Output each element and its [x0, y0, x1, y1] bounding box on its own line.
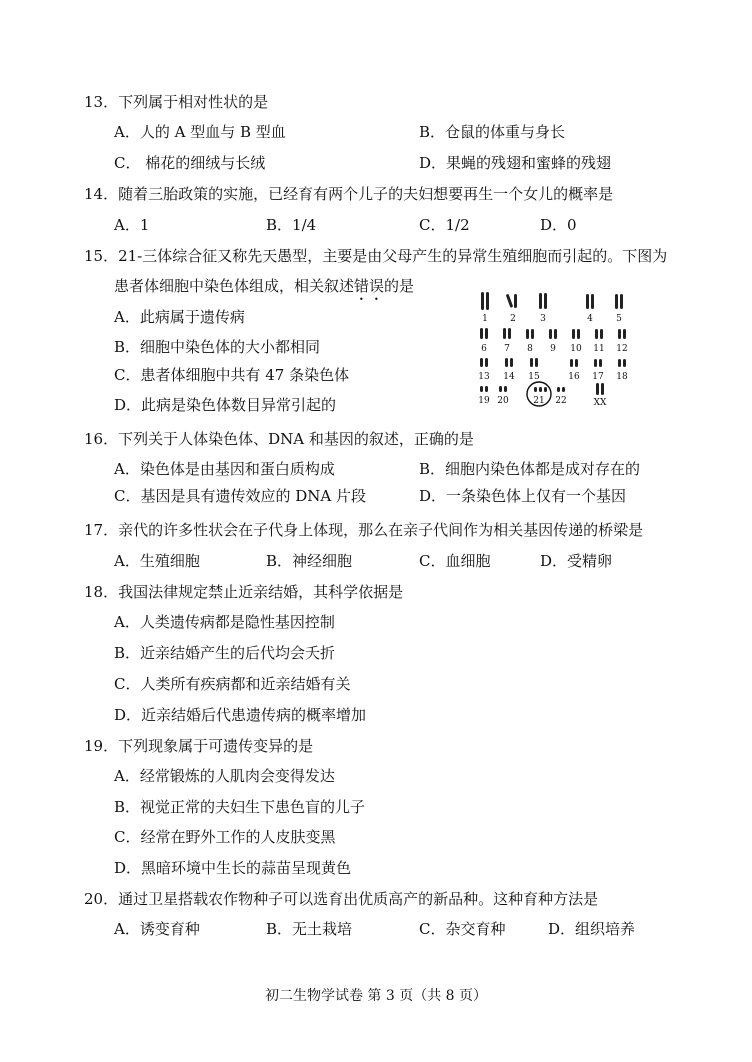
karyotype-label: 1 [482, 314, 488, 324]
karyotype-labels [478, 314, 628, 408]
question-13-stem: 13．下列属于相对性状的是 [84, 93, 269, 111]
question-13-option-a: A．人的 A 型血与 B 型血 [114, 123, 286, 141]
karyotype-label: 7 [504, 344, 510, 354]
stem-text: 的是 [384, 277, 415, 295]
karyotype-label: XX [593, 398, 607, 408]
question-15-option-a: A．此病属于遗传病 [114, 308, 245, 326]
karyotype-label: 21 [533, 396, 545, 406]
karyotype-label: 3 [540, 314, 546, 324]
karyotype-label: 6 [481, 344, 487, 354]
emphasized-word: 错误 [354, 277, 385, 295]
karyotype-label: 2 [510, 314, 516, 324]
question-17-option-b: B．神经细胞 [266, 552, 353, 570]
question-15-stem: 15．21-三体综合征又称先天愚型，主要是由父母产生的异常生殖细胞而引起的。下图为 [84, 247, 668, 265]
karyotype-label: 20 [497, 396, 509, 406]
question-15-option-d: D．此病是染色体数目异常引起的 [114, 396, 337, 414]
question-14-option-b: B．1/4 [266, 216, 317, 234]
karyotype-label: 16 [568, 372, 580, 382]
karyotype-figure [470, 288, 640, 413]
chromosome-pairs-13-18 [480, 358, 626, 367]
question-15-option-b: B．细胞中染色体的大小都相同 [114, 338, 321, 356]
karyotype-label: 13 [478, 372, 490, 382]
karyotype-label: 5 [616, 314, 622, 324]
question-20-stem: 20．通过卫星搭载农作物种子可以选育出优质高产的新品种。这种育种方法是 [84, 890, 599, 908]
karyotype-label: 15 [528, 372, 540, 382]
chromosome-pair-1 [481, 292, 489, 310]
question-16-option-b: B．细胞内染色体都是成对存在的 [419, 460, 641, 478]
question-18-stem: 18．我国法律规定禁止近亲结婚，其科学依据是 [84, 583, 404, 601]
chromosome-pair-4 [586, 294, 594, 309]
chromosome-pair-5 [615, 294, 623, 309]
question-13-option-c: C． 棉花的细绒与长绒 [114, 154, 266, 172]
question-13-option-b: B．仓鼠的体重与身长 [419, 123, 566, 141]
question-20-option-d: D．组织培养 [548, 920, 636, 938]
question-16-option-c: C．基因是具有遗传效应的 DNA 片段 [114, 487, 366, 505]
question-14-option-a: A．1 [114, 216, 150, 234]
question-14-option-d: D．0 [540, 216, 577, 234]
karyotype-label: 19 [478, 396, 490, 406]
chromosome-pairs-6-12 [480, 328, 626, 339]
question-20-option-c: C．杂交育种 [419, 920, 506, 938]
karyotype-label: 18 [616, 372, 628, 382]
question-14-option-c: C．1/2 [419, 216, 470, 234]
question-17-option-a: A．生殖细胞 [114, 552, 200, 570]
question-19-option-a: A．经常锻炼的人肌肉会变得发达 [114, 767, 335, 785]
question-16-option-d: D．一条染色体上仅有一个基因 [419, 487, 627, 505]
chromosome-pairs-19-22-xx [480, 383, 604, 395]
question-14-stem: 14．随着三胎政策的实施，已经育有两个儿子的夫妇想要再生一个女儿的概率是 [84, 185, 614, 203]
karyotype-label: 11 [593, 344, 605, 354]
question-18-option-b: B．近亲结婚产生的后代均会夭折 [114, 644, 336, 662]
question-18-option-d: D．近亲结婚后代患遗传病的概率增加 [114, 706, 367, 724]
question-20-option-a: A．诱变育种 [114, 920, 200, 938]
karyotype-label: 17 [592, 372, 604, 382]
question-17-option-d: D．受精卵 [540, 552, 613, 570]
question-15-option-c: C．患者体细胞中共有 47 条染色体 [114, 366, 350, 384]
karyotype-label: 10 [570, 344, 582, 354]
question-16-option-a: A．染色体是由基因和蛋白质构成 [114, 460, 335, 478]
question-19-option-d: D．黑暗环境中生长的蒜苗呈现黄色 [114, 859, 352, 877]
karyotype-label: 14 [503, 372, 515, 382]
question-18-option-a: A．人类遗传病都是隐性基因控制 [114, 613, 335, 631]
stem-text: 患者体细胞中染色体组成，相关叙述 [114, 277, 355, 295]
karyotype-label: 22 [555, 396, 567, 406]
question-16-stem: 16．下列关于人体染色体、DNA 和基因的叙述，正确的是 [84, 430, 474, 448]
question-19-stem: 19．下列现象属于可遗传变异的是 [84, 737, 314, 755]
question-17-option-c: C．血细胞 [419, 552, 491, 570]
question-13-option-d: D．果蝇的残翅和蜜蜂的残翅 [419, 154, 612, 172]
karyotype-label: 9 [550, 344, 556, 354]
chromosome-pair-2 [506, 294, 517, 308]
question-17-stem: 17．亲代的许多性状会在子代身上体现，那么在亲子代间作为相关基因传递的桥梁是 [84, 521, 644, 539]
karyotype-label: 8 [527, 344, 533, 354]
question-15-stem-line2 [114, 275, 414, 304]
chromosome-pair-3 [539, 293, 547, 309]
page-footer: 初二生物学试卷 第 3 页（共 8 页） [264, 988, 488, 1004]
karyotype-label: 4 [587, 314, 593, 324]
question-20-option-b: B．无土栽培 [266, 920, 353, 938]
question-18-option-c: C．人类所有疾病都和近亲结婚有关 [114, 675, 351, 693]
question-19-option-b: B．视觉正常的夫妇生下患色盲的儿子 [114, 798, 366, 816]
karyotype-label: 12 [616, 344, 628, 354]
question-19-option-c: C．经常在野外工作的人皮肤变黑 [114, 828, 336, 846]
